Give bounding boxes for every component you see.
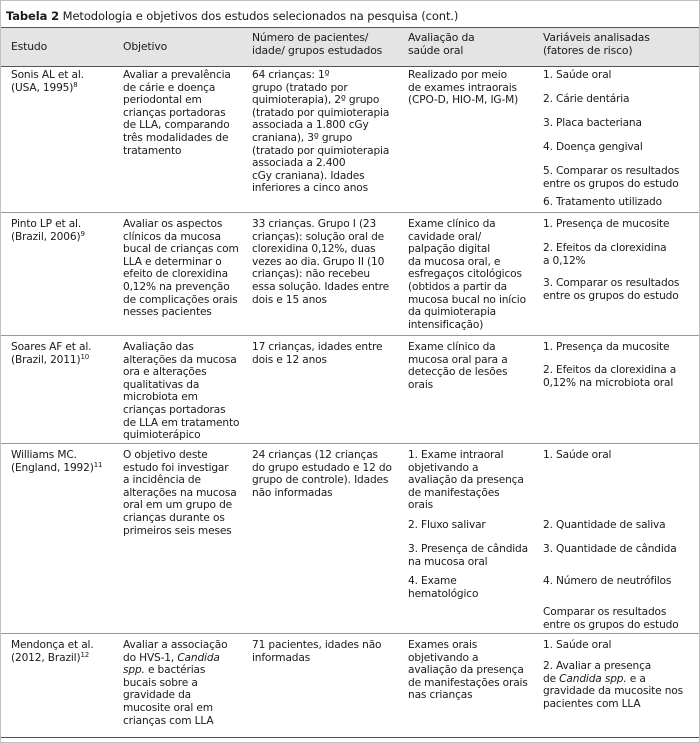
- reference-number: 11: [93, 461, 103, 469]
- variable-item: 3. Comparar os resultados entre os grupos do estudo: [543, 277, 680, 302]
- variable-item: 2. Efeitos da clorexidina a 0,12% na microbiota oral: [543, 364, 677, 389]
- objective: Avaliação das alterações da mucosa ora e alterações qualitativas da microbiota em crianças portadoras de LLA em tratamento quimioterápico: [123, 341, 240, 442]
- oral-assessment: Exame clínico da cavidade oral/ palpação digital da mucosa oral, e esfregaços citológicos (obtidos a partir da mucosa bucal no início da quimioterapia intensificação): [408, 218, 526, 331]
- variable-item: 3. Placa bacteriana: [543, 117, 642, 129]
- variable-item: 5. Comparar os resultados entre os grupos do estudo: [543, 165, 680, 190]
- patients: 33 crianças. Grupo I (23 crianças): solução oral de clorexidina 0,12%, duas vezes ao dia. Grupo II (10 crianças): não recebeu essa solução. Idades entre dois e 15 anos: [252, 218, 390, 306]
- variable-item: 3. Quantidade de cândida: [543, 543, 677, 555]
- variable-item: 1. Saúde oral: [543, 449, 612, 461]
- oral-assessment: Exames orais objetivando a avaliação da presença de manifestações orais nas crianças: [408, 639, 528, 702]
- study-name: Pinto LP et al.: [11, 218, 82, 230]
- header-estudo: Estudo: [11, 40, 48, 53]
- row-divider: [1, 443, 699, 444]
- reference-number: 8: [73, 81, 78, 89]
- study-name: Mendonça et al.: [11, 639, 94, 651]
- table-bottom-border: [1, 737, 699, 738]
- oral-assessment: Realizado por meio de exames intraorais (CPO-D, HIO-M, IG-M): [408, 69, 519, 107]
- caption-label: Tabela 2: [6, 9, 60, 23]
- patients: 24 crianças (12 crianças do grupo estudado e 12 do grupo de controle). Idades não informadas: [252, 449, 392, 499]
- study-origin: (USA, 1995)$^8$: [11, 81, 78, 94]
- study-name: Williams MC.: [11, 449, 77, 461]
- study-origin: (England, 1992)$^{11}$: [11, 461, 103, 474]
- oral-assessment-item: 1. Exame intraoral objetivando a avaliação da presença de manifestações orais: [408, 449, 524, 512]
- variable-item: 1. Saúde oral: [543, 639, 612, 651]
- reference-number: 12: [80, 651, 90, 659]
- oral-assessment: Exame clínico da mucosa oral para a detecção de lesões orais: [408, 341, 508, 391]
- variable-item: Comparar os resultados entre os grupos do estudo: [543, 606, 679, 631]
- study-name: Sonis AL et al.: [11, 69, 84, 81]
- variable-item: 2. Quantidade de saliva: [543, 519, 666, 531]
- row-divider: [1, 335, 699, 336]
- oral-assessment-item: 2. Fluxo salivar: [408, 519, 486, 531]
- table-header: [1, 27, 699, 67]
- objective: Avaliar os aspectos clínicos da mucosa bucal de crianças com LLA e determinar o efeito de clorexidina 0,12% na prevenção de complicações orais nesses pacientes: [123, 218, 239, 319]
- row-divider: [1, 633, 699, 634]
- objective: Avaliar a prevalência de cárie e doença periodontal em crianças portadoras de LLA, comparando três modalidades de tratamento: [123, 69, 231, 157]
- objective: O objetivo deste estudo foi investigar a incidência de alterações na mucosa oral em um grupo de crianças durante os primeiros seis meses: [123, 449, 237, 537]
- study-origin: (Brazil, 2006)$^9$: [11, 230, 85, 243]
- variable-item: 1. Presença da mucosite: [543, 341, 670, 353]
- header-numero: Número de pacientes/ idade/ grupos estudados: [252, 31, 383, 57]
- variable-item: 4. Número de neutrófilos: [543, 575, 672, 587]
- variable-item: 2. Cárie dentária: [543, 93, 630, 105]
- reference-number: 10: [80, 353, 90, 361]
- variable-item: 4. Doença gengival: [543, 141, 643, 153]
- header-avaliacao: Avaliação da saúde oral: [408, 31, 475, 57]
- header-variaveis: Variáveis analisadas (fatores de risco): [543, 31, 650, 57]
- header-objetivo: Objetivo: [123, 40, 168, 53]
- caption-text: Metodologia e objetivos dos estudos selecionados na pesquisa (cont.): [59, 9, 459, 23]
- variable-item: 1. Presença de mucosite: [543, 218, 670, 230]
- row-divider: [1, 212, 699, 213]
- variable-item: 2. Avaliar a presença de Candida spp. e a gravidade da mucosite nos pacientes com LLA: [543, 660, 684, 710]
- oral-assessment-item: 4. Exame hematológico: [408, 575, 479, 600]
- variable-item: 1. Saúde oral: [543, 69, 612, 81]
- patients: 71 pacientes, idades não informadas: [252, 639, 382, 664]
- objective: Avaliar a associação do HVS-1, Candida spp. e bactérias bucais sobre a gravidade da mucosite oral em crianças com LLA: [123, 639, 228, 727]
- patients: 64 crianças: 1º grupo (tratado por quimioterapia), 2º grupo (tratado por quimioterapia associada a 1.800 cGy craniana), 3º grupo (tratado por quimioterapia associada a 2.400 cGy craniana). Idades inferiores a cinco anos: [252, 69, 390, 195]
- oral-assessment-item: 3. Presença de cândida na mucosa oral: [408, 543, 528, 568]
- reference-number: 9: [80, 230, 85, 238]
- table-caption: [6, 9, 458, 23]
- variable-item: 2. Efeitos da clorexidina a 0,12%: [543, 242, 667, 267]
- study-origin: (2012, Brazil)$^{12}$: [11, 651, 90, 664]
- study-origin: (Brazil, 2011)$^{10}$: [11, 353, 90, 366]
- variable-item: 6. Tratamento utilizado: [543, 196, 662, 208]
- patients: 17 crianças, idades entre dois e 12 anos: [252, 341, 383, 366]
- study-name: Soares AF et al.: [11, 341, 92, 353]
